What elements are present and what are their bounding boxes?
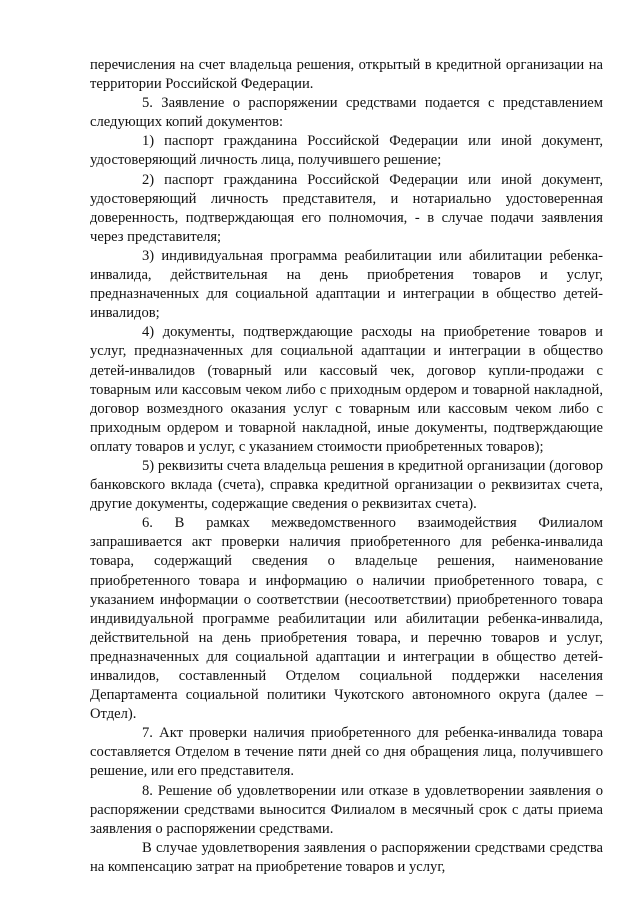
document-page [90,56,603,877]
paragraph-item-8: 8. Решение об удовлетворении или отказе в удовлетворении заявления о распоряжении средствами выносится Филиалом в месячный срок с даты приема заявления о распоряжении средствами. [90,782,603,837]
list-item-5: 5) реквизиты счета владельца решения в кредитной организации (договор банковского вклада (счета), справка кредитной организации о реквизитах счета, другие документы, содержащие сведения о реквизитах счета). [90,457,603,513]
paragraph-item-5: 5. Заявление о распоряжении средствами подается с представлением следующих копий документов: [90,95,603,131]
list-item-2: 2) паспорт гражданина Российской Федерации или иной документ, удостоверяющий личность представителя, и нотариально удостоверенная доверенность, подтверждающая его полномочия, - в случае подачи заявления через представителя; [90,171,603,245]
paragraph-item-6: 6. В рамках межведомственного взаимодействия Филиалом запрашивается акт проверки наличия приобретенного для ребенка-инвалида товара, содержащий сведения о владельце решения, наименование приобретенного товара и информацию о наличии приобретенного товара, с указанием информации о соответствии (несоответствии) приобретенного товара индивидуальной программе реабилитации или абилитации ребенка-инвалида, действительной на день приобретения товара, и перечню товаров и услуг, предназначенных для социальной адаптации и интеграции в общество детей-инвалидов, составленный Отделом социальной поддержки населения Департамента социальной политики Чукотского автономного округа (далее – Отдел). [90,515,603,723]
paragraph-satisfaction: В случае удовлетворения заявления о распоряжении средствами средства на компенсацию затрат на приобретение товаров и услуг, [90,839,603,875]
paragraph-item-7: 7. Акт проверки наличия приобретенного для ребенка-инвалида товара составляется Отделом в течение пяти дней со дня обращения лица, получившего решение, или его представителя. [90,725,603,780]
paragraph-continuation: перечисления на счет владельца решения, открытый в кредитной организации на территории Российской Федерации. [90,57,603,93]
list-item-1: 1) паспорт гражданина Российской Федерации или иной документ, удостоверяющий личность лица, получившего решение; [90,133,603,169]
list-item-3: 3) индивидуальная программа реабилитации или абилитации ребенка-инвалида, действительная на день приобретения товаров и услуг, предназначенных для социальной адаптации и интеграции в общество детей-инвалидов; [90,247,603,322]
list-item-4: 4) документы, подтверждающие расходы на приобретение товаров и услуг, предназначенных для социальной адаптации и интеграции в общество детей-инвалидов (товарный или кассовый чек, договор купли-продажи с товарным или кассовым чеком либо с приходным ордером и товарной накладной, договор возмездного оказания услуг с товарным или кассовым чеком либо с приходным ордером и товарной накладной, иные документы, подтверждающие оплату товаров и услуг, с указанием стоимости приобретенных товаров); [90,324,603,455]
